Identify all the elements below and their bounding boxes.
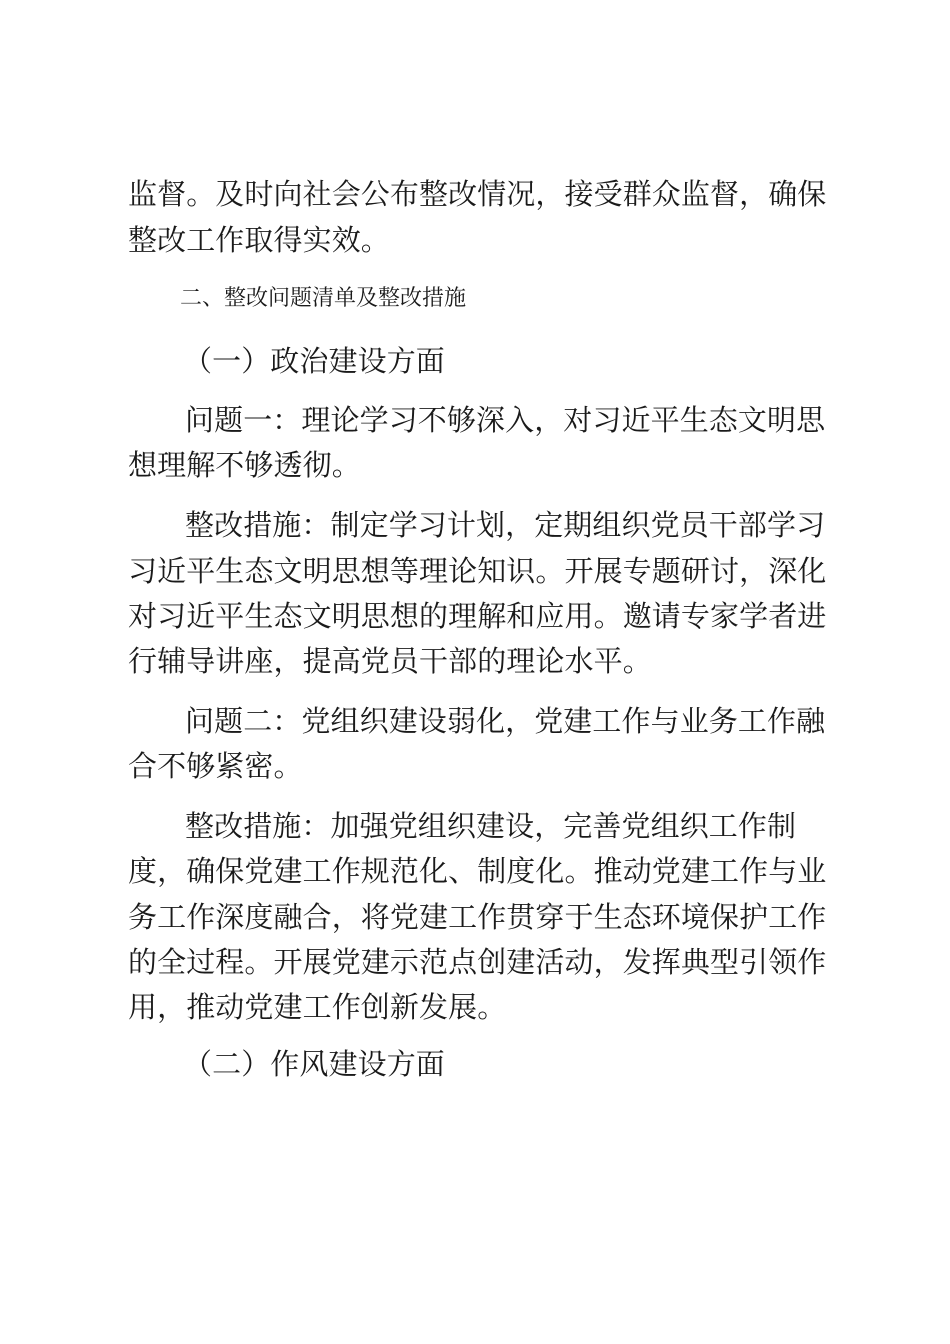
subsection-two-heading: （二）作风建设方面 [183, 1047, 445, 1081]
problem-two-line-2: 合不够紧密。 [128, 749, 303, 783]
measure-one-line-3: 对习近平生态文明思想的理解和应用。邀请专家学者进 [128, 599, 827, 633]
paragraph-intro-line-2: 整改工作取得实效。 [128, 223, 390, 257]
problem-one-line-2: 想理解不够透彻。 [128, 448, 361, 482]
measure-one-line-2: 习近平生态文明思想等理论知识。开展专题研讨，深化 [128, 554, 827, 588]
problem-one-line-1: 问题一：理论学习不够深入，对习近平生态文明思 [185, 403, 826, 437]
measure-two-line-1: 整改措施：加强党组织建设，完善党组织工作制 [185, 809, 797, 843]
measure-two-line-3: 务工作深度融合，将党建工作贯穿于生态环境保护工作 [128, 900, 827, 934]
paragraph-intro-line-1: 监督。及时向社会公布整改情况，接受群众监督，确保 [128, 177, 827, 211]
measure-one-line-1: 整改措施：制定学习计划，定期组织党员干部学习 [185, 508, 826, 542]
subsection-one-heading: （一）政治建设方面 [183, 344, 445, 378]
measure-two-line-5: 用，推动党建工作创新发展。 [128, 990, 507, 1024]
section-two-heading: 二、整改问题清单及整改措施 [180, 286, 467, 311]
measure-two-line-4: 的全过程。开展党建示范点创建活动，发挥典型引领作 [128, 945, 827, 979]
problem-two-line-1: 问题二：党组织建设弱化，党建工作与业务工作融 [185, 704, 826, 738]
measure-one-line-4: 行辅导讲座，提高党员干部的理论水平。 [128, 644, 652, 678]
measure-two-line-2: 度，确保党建工作规范化、制度化。推动党建工作与业 [128, 854, 827, 888]
